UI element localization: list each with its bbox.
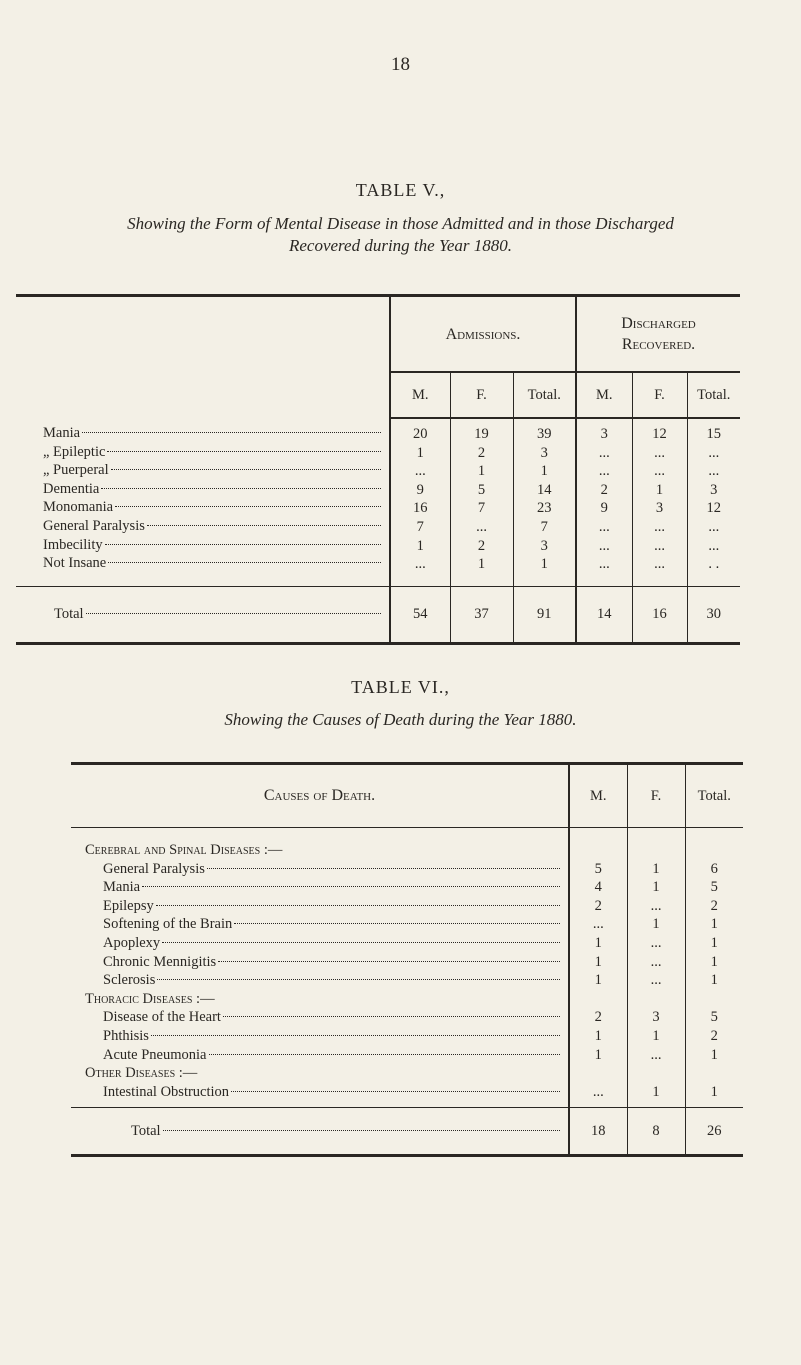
table5-cell-at: 3: [540, 444, 548, 461]
table5-group-admissions: Admissions.: [390, 296, 576, 373]
table5-adm-f-col: [450, 418, 513, 586]
table5-cell-dt: 3: [710, 481, 718, 498]
table5-row-label-text: Mania: [43, 425, 81, 441]
table6-cell-f: 3: [652, 1009, 660, 1026]
table6-cell-t: [686, 990, 744, 1009]
table5-adm-total-col: [513, 418, 576, 586]
table5-cell-dt: ...: [708, 518, 720, 535]
table5-row-label: [43, 461, 389, 480]
table6-row-label-text: Phthisis: [103, 1027, 149, 1044]
table5-cell-af: 7: [477, 500, 486, 517]
table6-cell-f: 1: [652, 916, 660, 933]
table6-row-label-text: Apoplexy: [103, 934, 161, 951]
table5-cell-df: ...: [654, 518, 665, 535]
table5-cell-dm: 2: [600, 481, 608, 498]
table6-row-label: [71, 915, 568, 934]
table6-cell-t: 1: [710, 1083, 718, 1100]
table6-row-label-text: Epilepsy: [103, 897, 154, 914]
table6-cell-t: 6: [710, 860, 718, 877]
table5-group-discharged-line1: Discharged: [621, 315, 696, 332]
table6-row-label-text: Intestinal Obstruction: [103, 1083, 230, 1100]
table6-m-col: [569, 828, 627, 1108]
table5-row-label-text: Imbecility: [43, 536, 103, 553]
table6-subtitle: Showing the Causes of Death during the Year 1880.: [224, 710, 577, 729]
table5-cell-am: ...: [414, 463, 426, 480]
table5-cell-dt: ...: [708, 537, 720, 554]
table5-title: TABLE V.,: [355, 180, 446, 200]
table5-cell-dt: . .: [708, 556, 720, 573]
table6-cell-m: ...: [592, 1083, 604, 1100]
table5-cell-af: 1: [477, 556, 486, 573]
table6-cell-t: 2: [710, 1027, 718, 1044]
table5-head-adm-total: Total.: [513, 372, 576, 418]
table5-group-discharged-line2: Recovered.: [621, 336, 696, 353]
table6-cell-m: 1: [594, 934, 602, 951]
table6-row-label-text: Mania: [103, 879, 141, 896]
table6-section-heading: Other Diseases :—: [85, 1065, 198, 1082]
table5-cell-af: 2: [477, 444, 486, 461]
table5-cell-af: 2: [477, 537, 486, 554]
table5-cell-af: 5: [477, 481, 486, 498]
table5-subtitle-line2: Recovered during the Year 1880.: [288, 236, 512, 255]
table5-cell-at: 1: [540, 556, 548, 573]
table6-cell-t: [686, 841, 744, 860]
table5-cell-at: 3: [540, 537, 548, 554]
table5-cell-df: 3: [655, 500, 664, 517]
table6-cell-t: 5: [710, 879, 718, 896]
table5-cell-dm: 3: [600, 426, 608, 442]
table6-cell-t: 2: [710, 897, 718, 914]
table5-cell-am: ...: [414, 556, 426, 573]
table6-total-m: 18: [569, 1108, 627, 1156]
table6-total-row: [71, 1108, 569, 1156]
table6-cell-t: 1: [710, 916, 718, 933]
table6-row-label: [71, 1008, 568, 1027]
table6-cell-m: 1: [594, 953, 602, 970]
table6-labels: [71, 828, 569, 1108]
table6-cell-f: ...: [650, 934, 662, 951]
table6-cell-f: ...: [650, 972, 662, 989]
table5-cell-am: 20: [413, 426, 428, 442]
table5-cell-dm: ...: [598, 518, 610, 535]
table5-cell-dm: ...: [598, 463, 610, 480]
table5-cell-af: 1: [477, 463, 486, 480]
table6-row-label-text: Sclerosis: [103, 972, 156, 989]
table6-cell-m: [570, 990, 627, 1009]
table5-cell-at: 14: [537, 481, 552, 498]
table6-row-label: [71, 1027, 568, 1046]
table6-section-heading: Cerebral and Spinal Diseases :—: [85, 842, 283, 858]
table5-total-dm: 14: [576, 586, 632, 643]
table6-cell-f: [628, 990, 685, 1009]
table5-cell-am: 1: [416, 444, 424, 461]
table5-cell-df: 12: [652, 426, 667, 442]
table5-cell-am: 7: [416, 518, 424, 535]
table6-row-label-text: Softening of the Brain: [103, 916, 233, 933]
table6-cell-f: 1: [652, 1027, 660, 1044]
table6-cell-f: 1: [652, 1083, 660, 1100]
table6-row-label-text: Acute Pneumonia: [103, 1046, 207, 1063]
table6-head-causes: Causes of Death.: [71, 764, 569, 828]
table5-corner: [16, 296, 390, 419]
table6-cell-t: 1: [710, 972, 718, 989]
table5-cell-dt: 15: [706, 426, 721, 442]
table5-cell-am: 9: [416, 481, 424, 498]
table6-row-label: [71, 1083, 568, 1102]
table5-group-discharged: [576, 296, 740, 373]
table5-row-label: [43, 554, 389, 573]
table6-title: TABLE VI.,: [351, 677, 450, 697]
table6-cell-m: [570, 841, 627, 860]
table5-row-label: [43, 498, 389, 517]
table5-cell-at: 1: [540, 463, 548, 480]
table5-cell-dm: ...: [598, 444, 610, 461]
table6-cell-m: ...: [592, 916, 604, 933]
table6-row-label-text: General Paralysis: [103, 860, 205, 877]
table6-row-label: [71, 971, 568, 990]
table6-row-label: [71, 1046, 568, 1065]
table6-cell-m: 1: [594, 972, 602, 989]
table6-row-label: [71, 953, 568, 972]
table5-cell-dt: ...: [708, 463, 720, 480]
table5-total-row: [16, 586, 390, 643]
table6-cell-f: 1: [652, 860, 660, 877]
table6-cell-m: [570, 1064, 627, 1083]
table6-cell-f: [628, 841, 685, 860]
table6-row-label: [71, 897, 568, 916]
table6-cell-m: 4: [594, 879, 602, 896]
table6-row-label: [71, 860, 568, 879]
table5-head-dis-f: F.: [632, 372, 687, 418]
table6-cell-f: ...: [650, 953, 662, 970]
table6-cell-f: ...: [650, 897, 662, 914]
table5-row-label-text: Monomania: [43, 499, 114, 516]
table5-row-label: [43, 536, 389, 555]
table5-total-af: 37: [450, 586, 513, 643]
table5-dis-m-col: [576, 418, 632, 586]
table5-row-label-text: Not Insane: [43, 555, 107, 572]
table5-cell-af: 19: [474, 426, 489, 442]
table5-cell-at: 23: [537, 500, 552, 517]
table5-adm-m-col: [390, 418, 450, 586]
table6-cell-m: 1: [594, 1046, 602, 1063]
table6-cell-t: 1: [710, 953, 718, 970]
table6-head-m: M.: [569, 764, 627, 828]
table6-total-t: 26: [685, 1108, 743, 1156]
table6-cell-t: [686, 1064, 744, 1083]
table5-cell-df: ...: [654, 444, 665, 461]
table6-head-total: Total.: [685, 764, 743, 828]
table5-row-label: [43, 517, 389, 536]
table5-subtitle-line1: Showing the Form of Mental Disease in those Admitted and in those Discharged: [127, 214, 674, 233]
table6-row-label-text: Chronic Mennigitis: [103, 953, 217, 970]
table5-cell-dt: 12: [706, 500, 721, 517]
table5-cell-at: 39: [537, 426, 552, 442]
table5-cell-at: 7: [540, 518, 548, 535]
table5-cell-am: 1: [416, 537, 424, 554]
table6-total-label: Total: [131, 1122, 161, 1139]
table5-total-label: Total: [54, 605, 84, 622]
table6-cell-t: 1: [710, 934, 718, 951]
table5: [16, 294, 740, 645]
table5-subtitle: [0, 213, 801, 257]
table5-cell-df: ...: [654, 537, 665, 554]
table6-cell-m: 2: [594, 1009, 602, 1026]
table5-cell-dm: ...: [598, 556, 610, 573]
table5-dis-total-col: [687, 418, 740, 586]
table6: [71, 762, 743, 1157]
table5-row-label-text: General Paralysis: [43, 517, 145, 534]
table5-total-at: 91: [513, 586, 576, 643]
table5-cell-dm: 9: [600, 500, 608, 517]
table5-cell-df: 1: [655, 481, 664, 498]
table5-row-label: [43, 480, 389, 499]
table6-cell-m: 2: [594, 897, 602, 914]
table5-row-label-text: Dementia: [43, 480, 100, 497]
table5-head-adm-m: M.: [390, 372, 450, 418]
table5-row-label-text: „ Epileptic: [43, 443, 106, 460]
page-number: 18: [391, 54, 410, 75]
table6-cell-m: 1: [594, 1027, 602, 1044]
table6-total-col: [685, 828, 743, 1108]
table5-total-am: 54: [390, 586, 450, 643]
table6-row-label-text: Disease of the Heart: [103, 1009, 221, 1026]
table6-row-label: [71, 878, 568, 897]
table5-total-dt: 30: [687, 586, 740, 643]
table5-labels: [16, 418, 390, 586]
table6-cell-m: 5: [594, 860, 602, 877]
table6-section-heading: Thoracic Diseases :—: [85, 990, 215, 1007]
table5-cell-dm: ...: [598, 537, 610, 554]
table6-cell-t: 5: [710, 1009, 718, 1026]
table6-cell-f: ...: [650, 1046, 662, 1063]
table6-cell-f: [628, 1064, 685, 1083]
table5-cell-am: 16: [413, 500, 428, 517]
table6-head-f: F.: [627, 764, 685, 828]
table5-row-label: [43, 443, 389, 462]
table5-row-label: [43, 424, 389, 443]
table5-cell-af: ...: [476, 518, 487, 535]
table6-row-label: [71, 934, 568, 953]
table5-head-dis-total: Total.: [687, 372, 740, 418]
table5-cell-df: ...: [654, 556, 665, 573]
table6-total-f: 8: [627, 1108, 685, 1156]
table5-head-adm-f: F.: [450, 372, 513, 418]
table6-f-col: [627, 828, 685, 1108]
table6-cell-f: 1: [652, 879, 660, 896]
table6-cell-t: 1: [710, 1046, 718, 1063]
table5-row-label-text: „ Puerperal: [43, 462, 109, 479]
table5-cell-df: ...: [654, 463, 665, 480]
table5-head-dis-m: M.: [576, 372, 632, 418]
table5-cell-dt: ...: [708, 444, 720, 461]
table5-total-df: 16: [632, 586, 687, 643]
table5-dis-f-col: [632, 418, 687, 586]
